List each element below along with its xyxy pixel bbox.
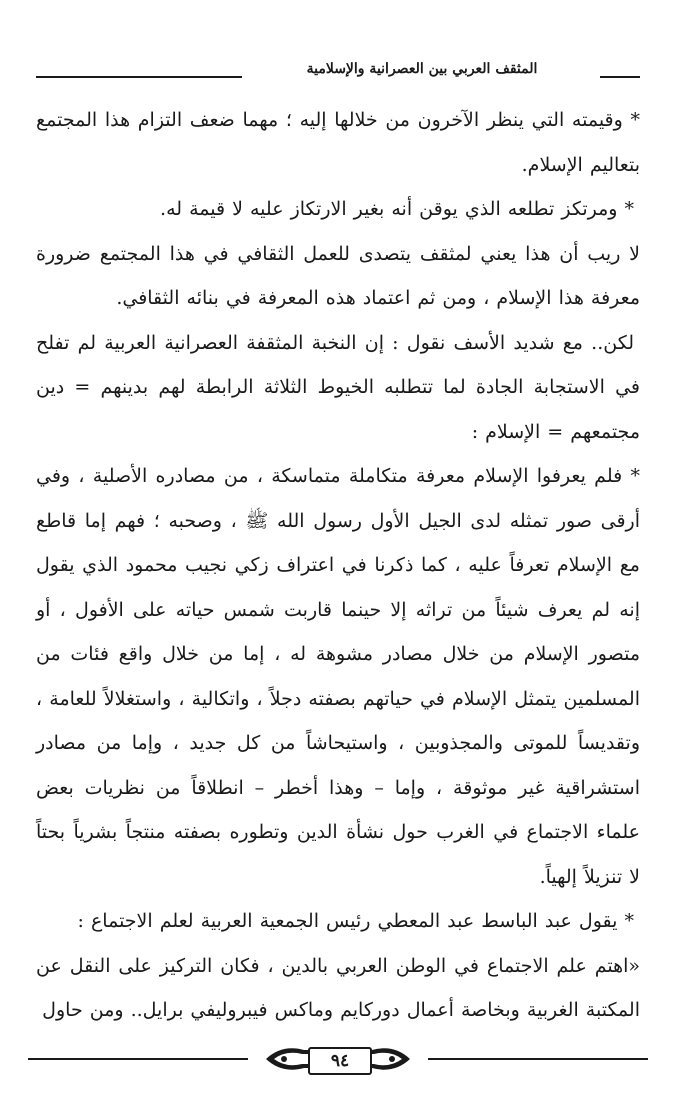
- header-rule-right: [600, 76, 640, 78]
- page-number: ٩٤: [308, 1047, 372, 1075]
- page-footer: [28, 1040, 648, 1080]
- paragraph-1: * وقيمته التي ينظر الآخرون من خلالها إليه ؛ مهما ضعف التزام هذا المجتمع بتعاليم الإسلام.: [36, 109, 640, 176]
- footer-rule-right: [428, 1058, 648, 1060]
- paragraph-2: * ومرتكز تطلعه الذي يوقن أنه بغير الارتكاز عليه لا قيمة له.: [160, 198, 634, 220]
- header-rule-left: [36, 76, 242, 78]
- running-header: [36, 58, 640, 82]
- paragraph-5: * فلم يعرفوا الإسلام معرفة متكاملة متماسكة ، من مصادره الأصلية ، وفي أرقى صور تمثله لدى الجيل الأول رسول الله ﷺ ، وصحبه ؛ فهم إما قاطع مع الإسلام تعرفاً عليه ، كما ذكرنا في اعتراف زكي نجيب محمود الذي يقول إنه لم يعرف شيئاً من تراثه إلا حينما قاربت شمس حياته على الأفول ، أو متصور الإسلام من خلال مصادر مشوهة له ، إما من خلال واقع فئات من المسلمين يتمثل الإسلام في حياتهم بصفته دجلاً ، واتكالية ، واستغلالاً للعامة ، وتقديساً للموتى والمجذوبين ، واستيحاشاً من كل جديد ، وإما من مصادر استشراقية غير موثوقة ، وإما – وهذا أخطر – انطلاقاً من نظريات بعض علماء الاجتماع في الغرب حول نشأة الدين وتطوره بصفته منتجاً بشرياً بحتاً لا تنزيلاً إلهياً.: [36, 465, 640, 888]
- paragraph-7: «اهتم علم الاجتماع في الوطن العربي بالدين ، فكان التركيز على النقل عن المكتبة الغربية وبخاصة أعمال دوركايم وماكس فيبروليفي برايل.. ومن حاول: [36, 954, 640, 1021]
- paragraph-6: * يقول عبد الباسط عبد المعطي رئيس الجمعية العربية لعلم الاجتماع :: [77, 910, 634, 932]
- header-title: المثقف العربي بين العصرانية والإسلامية: [306, 61, 538, 77]
- footer-rule-left: [28, 1058, 248, 1060]
- paragraph-4: لكن.. مع شديد الأسف نقول : إن النخبة المثقفة العصرانية العربية لم تفلح في الاستجابة الجادة لما تتطلبه الخيوط الثلاثة الرابطة لهم بدينهم = دين مجتمعهم = الإسلام :: [36, 331, 640, 443]
- paragraph-3: لا ريب أن هذا يعني لمثقف يتصدى للعمل الثقافي في هذا المجتمع ضرورة معرفة هذا الإسلام ، ومن ثم اعتماد هذه المعرفة في بنائه الثقافي.: [36, 242, 640, 309]
- body-text: [36, 98, 640, 1033]
